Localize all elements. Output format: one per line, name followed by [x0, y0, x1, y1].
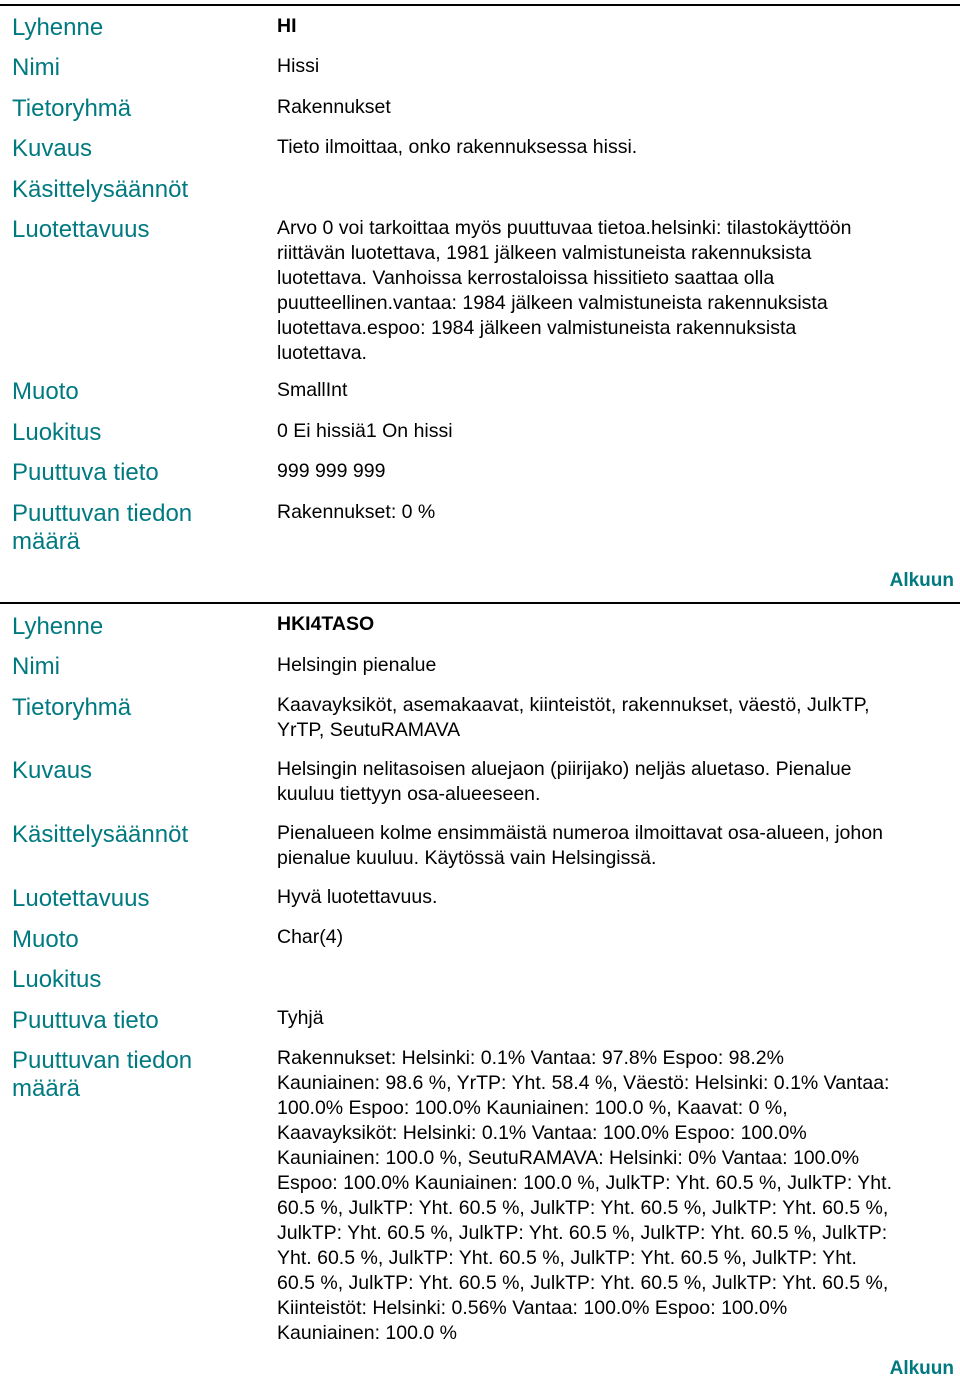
label-puuttuva-tieto: Puuttuva tieto [12, 1007, 159, 1034]
label-lyhenne: Lyhenne [12, 613, 104, 640]
value-lyhenne: HKI4TASO [277, 613, 375, 635]
back-to-top-link[interactable]: Alkuun [889, 570, 954, 591]
label-luokitus: Luokitus [12, 419, 102, 446]
value-kuvaus: Tieto ilmoittaa, onko rakennuksessa hissi. [277, 136, 638, 158]
label-lyhenne: Lyhenne [12, 14, 104, 41]
value-luokitus: 0 Ei hissiä1 On hissi [277, 420, 453, 442]
value-puuttuva-tieto: 999 999 999 [277, 460, 386, 482]
label-kuvaus: Kuvaus [12, 757, 93, 784]
value-luotettavuus: Hyvä luotettavuus. [277, 886, 438, 908]
value-tietoryhma: Kaavayksiköt, asemakaavat, kiinteistöt, rakennukset, väestö, JulkTP, YrTP, SeutuRAMAVA [277, 694, 870, 741]
value-muoto: SmallInt [277, 379, 348, 401]
value-nimi: Hissi [277, 55, 320, 77]
label-puuttuvan-tiedon-maara: Puuttuvan tiedon määrä [12, 500, 193, 555]
value-kasittelysaannot: Pienalueen kolme ensimmäistä numeroa ilmoittavat osa-alueen, johon pienalue kuuluu. Käytössä vain Helsingissä. [277, 822, 883, 869]
label-tietoryhma: Tietoryhmä [12, 694, 132, 721]
label-kasittelysaannot: Käsittelysäännöt [12, 176, 189, 203]
back-to-top-link[interactable]: Alkuun [889, 1358, 954, 1379]
section-divider [0, 602, 960, 604]
label-nimi: Nimi [12, 54, 60, 81]
value-tietoryhma: Rakennukset [277, 96, 391, 118]
label-luotettavuus: Luotettavuus [12, 885, 150, 912]
label-luotettavuus: Luotettavuus [12, 216, 150, 243]
value-puuttuvan-tiedon-maara: Rakennukset: 0 % [277, 501, 436, 523]
label-muoto: Muoto [12, 378, 79, 405]
value-lyhenne: HI [277, 15, 297, 37]
label-kasittelysaannot: Käsittelysäännöt [12, 821, 189, 848]
value-luotettavuus: Arvo 0 voi tarkoittaa myös puuttuvaa tietoa.helsinki: tilastokäyttöön riittävän luotettava, 1981 jälkeen valmistuneista rakennuksista luotettava. Vanhoissa kerrostaloissa hissitieto saattaa olla puutteellinen.vantaa: 1984 jälkeen valmistuneista rakennuksista luotettava.espoo: 1984 jälkeen valmistuneista rakennuksista luotettava. [277, 217, 852, 364]
value-puuttuvan-tiedon-maara: Rakennukset: Helsinki: 0.1% Vantaa: 97.8% Espoo: 98.2% Kauniainen: 98.6 %, YrTP: Yht. 58.4 %, Väestö: Helsinki: 0.1% Vantaa: 100.0% Espoo: 100.0% Kauniainen: 100.0 %, Kaavat: 0 %, Kaavayksiköt: Helsinki: 0.1% Vantaa: 100.0% Espoo: 100.0% Kauniainen: 100.0 %, SeutuRAMAVA: Helsinki: 0% Vantaa: 100.0% Espoo: 100.0% Kauniainen: 100.0 %, JulkTP: Yht. 60.5 %, JulkTP: Yht. 60.5 %, JulkTP: Yht. 60.5 %, JulkTP: Yht. 60.5 %, JulkTP: Yht. 60.5 %, JulkTP: Yht. 60.5 %, JulkTP: Yht. 60.5 %, JulkTP: Yht. 60.5 %, JulkTP: Yht. 60.5 %, JulkTP: Yht. 60.5 %, JulkTP: Yht. 60.5 %, JulkTP: Yht. 60.5 %, JulkTP: Yht. 60.5 %, JulkTP: Yht. 60.5 %, JulkTP: Yht. 60.5 %, Kiinteistöt: Helsinki: 0.56% Vantaa: 100.0% Espoo: 100.0% Kauniainen: 100.0 % [277, 1047, 892, 1344]
label-luokitus: Luokitus [12, 966, 102, 993]
value-puuttuva-tieto: Tyhjä [277, 1007, 324, 1029]
label-nimi: Nimi [12, 653, 60, 680]
value-kuvaus: Helsingin nelitasoisen aluejaon (piirijako) neljäs aluetaso. Pienalue kuuluu tiettyyn osa-alueeseen. [277, 758, 852, 805]
label-puuttuvan-tiedon-maara: Puuttuvan tiedon määrä [12, 1047, 193, 1102]
label-puuttuva-tieto: Puuttuva tieto [12, 459, 159, 486]
label-muoto: Muoto [12, 926, 79, 953]
value-muoto: Char(4) [277, 926, 344, 948]
label-kuvaus: Kuvaus [12, 135, 93, 162]
section-divider [0, 4, 960, 6]
value-nimi: Helsingin pienalue [277, 654, 437, 676]
label-tietoryhma: Tietoryhmä [12, 95, 132, 122]
